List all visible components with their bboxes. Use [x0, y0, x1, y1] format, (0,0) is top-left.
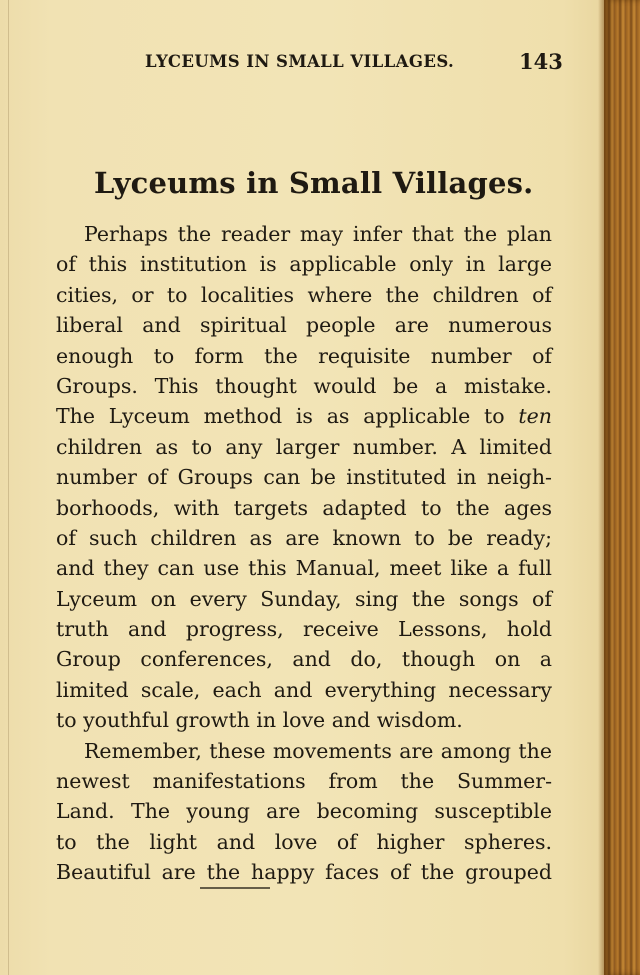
text-line: cities, or to localities where the children of — [56, 282, 552, 307]
text-line: limited scale, each and everything necessary — [56, 677, 552, 702]
text-line: children as to any larger number. A limited — [56, 434, 552, 459]
text-line: of such children as are known to be ready; — [56, 525, 552, 550]
text-line: of this institution is applicable only in large — [56, 252, 552, 277]
text-line: liberal and spiritual people are numerous — [56, 313, 552, 338]
text-line: number of Groups can be instituted in neigh- — [56, 465, 552, 490]
italic-word: ten — [518, 404, 552, 429]
text-line: truth and progress, receive Lessons, hold — [56, 617, 552, 642]
text-line-with-italic — [56, 401, 552, 431]
text-line: Beautiful are the happy faces of the grouped — [56, 860, 552, 885]
text-line: Land. The young are becoming susceptible — [56, 799, 552, 824]
book-spine — [604, 0, 640, 975]
text-line: and they can use this Manual, meet like a full — [56, 556, 552, 581]
text-line: newest manifestations from the Summer- — [56, 769, 552, 794]
text-line-part: The Lyceum method is as applicable to — [56, 404, 505, 429]
text-line: enough to form the requisite number of — [56, 343, 552, 368]
paragraph-1 — [56, 219, 552, 736]
chapter-title: Lyceums in Small Villages. — [94, 166, 534, 200]
text-line: Group conferences, and do, though on a — [56, 647, 552, 672]
text-line: Lyceum on every Sunday, sing the songs of — [56, 586, 552, 611]
text-line: Perhaps the reader may infer that the plan — [84, 222, 552, 246]
text-line: to the light and love of higher spheres. — [56, 829, 552, 854]
text-line: Groups. This thought would be a mistake. — [56, 373, 552, 398]
body-text — [56, 219, 552, 888]
text-line: borhoods, with targets adapted to the ages — [56, 495, 552, 520]
paragraph-2 — [56, 736, 552, 888]
text-line: Remember, these movements are among the — [84, 738, 552, 763]
text-line: to youthful growth in love and wisdom. — [56, 708, 463, 733]
page-gutter-line — [8, 0, 9, 975]
running-head-title: LYCEUMS IN SMALL VILLAGES. — [145, 52, 455, 71]
printer-flourish — [200, 887, 270, 889]
page-number: 143 — [519, 49, 563, 74]
running-head — [145, 49, 565, 78]
